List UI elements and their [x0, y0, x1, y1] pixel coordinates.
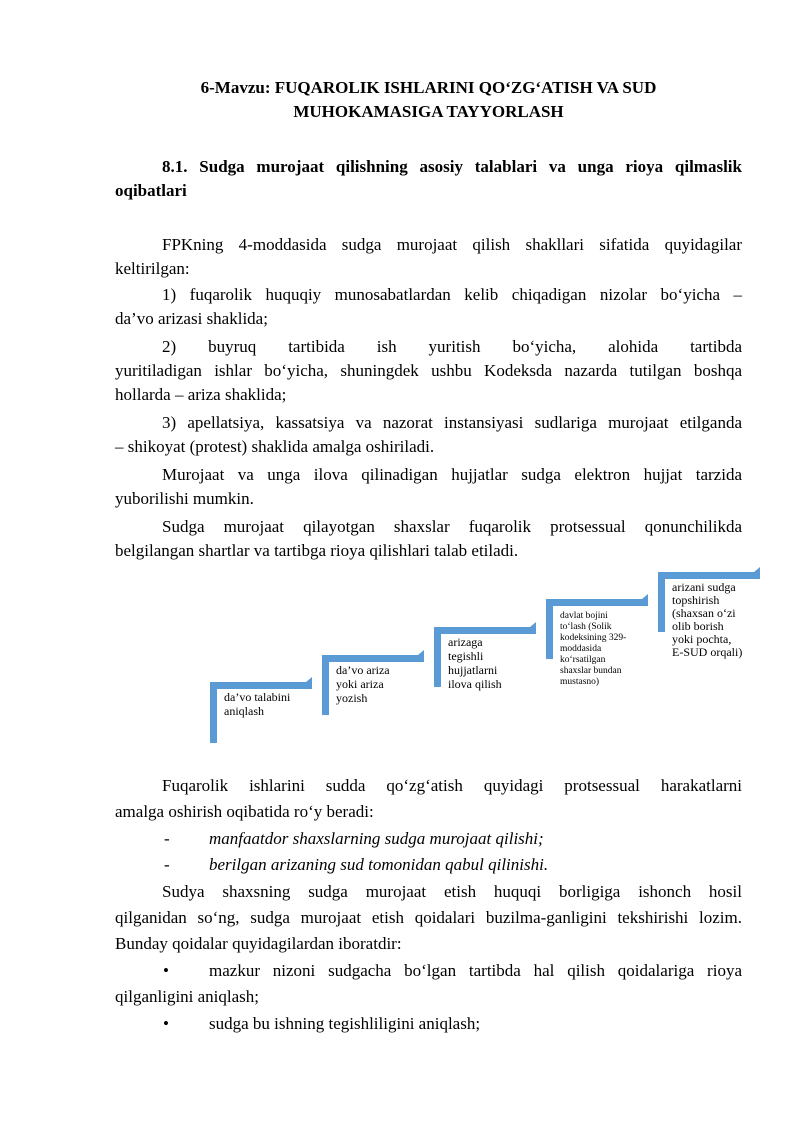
topic-title-line-1: 6-Mavzu: FUQAROLIK ISHLARINI QO‘ZG‘ATISH VA SUD	[200, 78, 657, 97]
bullet-item-1: mazkur nizoni sudgacha bo‘lgan tartibda hal qilish qoidalariga rioya	[209, 961, 742, 980]
paragraph-line: qilganidan so‘ng, sudga murojaat etish qoidalari buzilma-ganligini tekshirishi lozim.	[115, 908, 742, 927]
dash-marker: -	[164, 829, 170, 848]
topic-title-line-2: MUHOKAMASIGA TAYYORLASH	[293, 102, 564, 121]
step-process-diagram	[0, 560, 800, 760]
dash-item-2: berilgan arizaning sud tomonidan qabul qilinishi.	[209, 855, 549, 874]
section-heading-line-2: oqibatlari	[115, 181, 187, 200]
step-5	[658, 567, 760, 659]
step-label-line: topshirish	[672, 593, 720, 607]
step-label-line: arizani sudga	[672, 580, 736, 594]
step-top-bar	[546, 599, 648, 606]
step-label-line: aniqlash	[224, 704, 264, 718]
step-label-line: yoki ariza	[336, 677, 384, 691]
step-top-bar	[322, 655, 424, 662]
paragraph-line: Murojaat va unga ilova qilinadigan hujjatlar sudga elektron hujjat tarzida	[162, 465, 742, 484]
step-label-line: da’vo talabini	[224, 690, 291, 704]
step-label-line: da’vo ariza	[336, 663, 390, 677]
step-label-line: E-SUD orqali)	[672, 645, 743, 659]
step-top-bar	[210, 682, 312, 689]
step-3	[434, 622, 536, 691]
step-label-line: moddasida	[560, 644, 602, 654]
step-label-line: kodeksining 329-	[560, 633, 627, 643]
paragraph-line: qilganligini aniqlash;	[115, 987, 260, 1006]
list-item-1: 1) fuqarolik huquqiy munosabatlardan kelib chiqadigan nizolar bo‘yicha –	[162, 285, 742, 304]
step-label-line: davlat bojini	[560, 611, 608, 621]
step-top-bar	[434, 627, 536, 634]
step-label-line: tegishli	[448, 649, 484, 663]
bullet-marker: •	[163, 961, 169, 980]
paragraph-line: yuritiladigan ishlar bo‘yicha, shuningdek ushbu Kodeksda nazarda tutilgan boshqa	[115, 361, 742, 380]
list-item-2: 2) buyruq tartibida ish yuritish bo‘yicha, alohida tartibda	[162, 337, 742, 356]
paragraph-line: Sudya shaxsning sudga murojaat etish huquqi borligiga ishonch hosil	[162, 882, 742, 901]
list-item-3: 3) apellatsiya, kassatsiya va nazorat instansiyasi sudlariga murojaat etilganda	[162, 413, 742, 432]
paragraph-line: Bunday qoidalar quyidagilardan iboratdir:	[115, 934, 402, 953]
step-label-line: shaxslar bundan	[560, 666, 622, 676]
bullet-marker: •	[163, 1014, 169, 1033]
step-side-bar	[434, 627, 441, 687]
paragraph-line: – shikoyat (protest) shaklida amalga oshiriladi.	[115, 437, 435, 456]
paragraph-line: FPKning 4-moddasida sudga murojaat qilish shakllari sifatida quyidagilar	[162, 235, 742, 254]
step-label	[336, 663, 390, 705]
step-label	[224, 690, 291, 718]
paragraph-line: Fuqarolik ishlarini sudda qo‘zg‘atish quyidagi protsessual harakatlarni	[162, 776, 742, 795]
step-2	[322, 650, 424, 715]
step-label	[672, 580, 742, 659]
step-label-line: yozish	[336, 691, 368, 705]
paragraph-line: amalga oshirish oqibatida ro‘y beradi:	[115, 802, 374, 821]
step-side-bar	[322, 655, 329, 715]
step-label-line: olib borish	[672, 619, 724, 633]
steps-group	[210, 567, 760, 743]
step-top-bar	[658, 572, 760, 579]
paragraph-line: yuborilishi mumkin.	[115, 489, 254, 508]
step-side-bar	[658, 572, 665, 632]
step-label-line: arizaga	[448, 635, 483, 649]
step-side-bar	[210, 682, 217, 743]
step-label-line: ko‘rsatilgan	[560, 655, 606, 665]
step-label	[560, 611, 626, 687]
step-side-bar	[546, 599, 553, 659]
step-label-line: hujjatlarni	[448, 663, 498, 677]
dash-marker: -	[164, 855, 170, 874]
paragraph-line: belgilangan shartlar va tartibga rioya qilishlari talab etiladi.	[115, 541, 519, 560]
paragraph-line: hollarda – ariza shaklida;	[115, 385, 287, 404]
step-1	[210, 677, 312, 743]
step-label-line: yoki pochta,	[672, 632, 732, 646]
paragraph-line: Sudga murojaat qilayotgan shaxslar fuqarolik protsessual qonunchilikda	[162, 517, 742, 536]
step-label-line: ilova qilish	[448, 677, 502, 691]
step-label-line: mustasno)	[560, 677, 600, 687]
section-heading-line-1: 8.1. Sudga murojaat qilishning asosiy talablari va unga rioya qilmaslik	[162, 157, 742, 176]
paragraph-line: keltirilgan:	[115, 259, 190, 278]
step-label-line: (shaxsan o‘zi	[672, 606, 736, 620]
bullet-item-2: sudga bu ishning tegishliligini aniqlash;	[209, 1014, 481, 1033]
step-label	[448, 635, 502, 691]
dash-item-1: manfaatdor shaxslarning sudga murojaat qilishi;	[209, 829, 544, 848]
paragraph-line: da’vo arizasi shaklida;	[115, 309, 268, 328]
step-label-line: to‘lash (Solik	[560, 622, 612, 632]
step-4	[546, 594, 648, 687]
